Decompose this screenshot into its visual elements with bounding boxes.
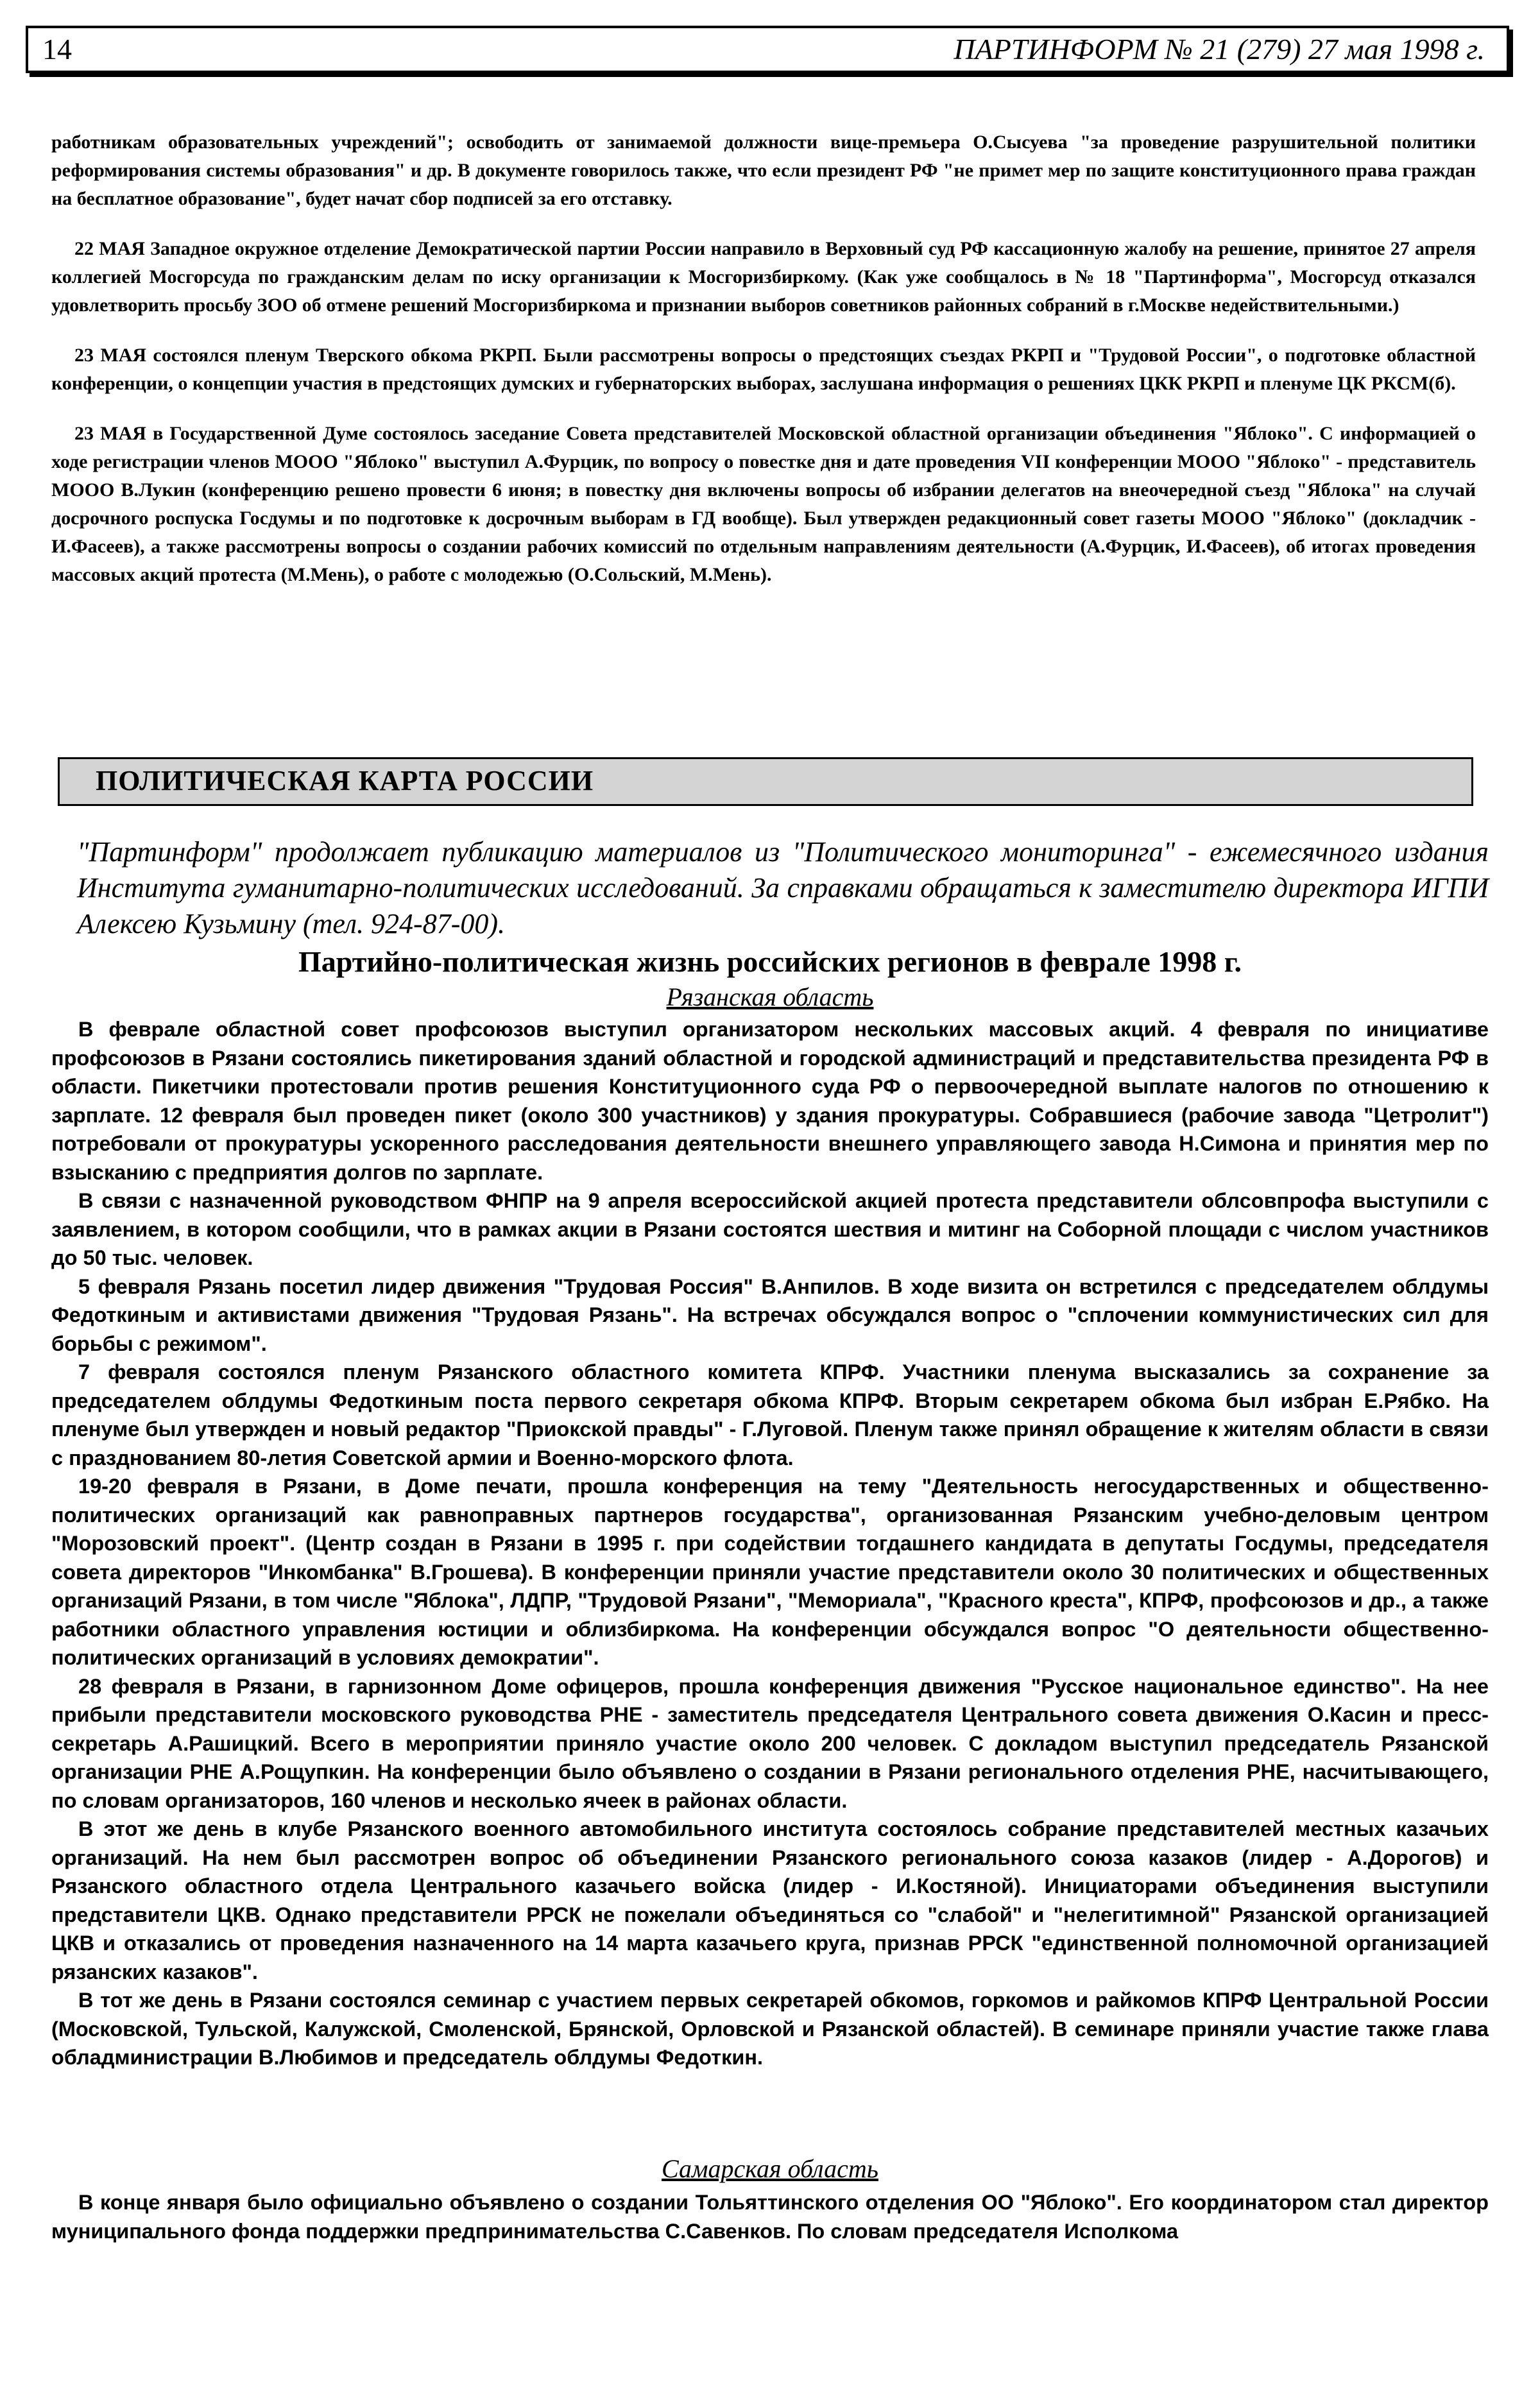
article-paragraph: 5 февраля Рязань посетил лидер движения "Трудовая Россия" В.Анпилов. В ходе визита он встретился с председателем облдумы Федоткиным и активистами движения "Трудовая Рязань". На встречах обсуждался вопрос о "сплочении коммунистических сил для борьбы с режимом". — [51, 1274, 1489, 1355]
publication-title: ПАРТИНФОРМ № 21 (279) 27 мая 1998 г. — [954, 33, 1485, 65]
intro-note: "Партинформ" продолжает публикацию материалов из "Политического мониторинга" - ежемесячного издания Института гуманитарно-политических исследований. За справками обращаться к заместителю директора ИГПИ Алексею Кузьмину (тел. 924-87-00). — [77, 836, 1489, 939]
article-paragraph: В конце января было официально объявлено о создании Тольяттинского отделения ОО "Яблоко". Его координатором стал директор муниципального фонда поддержки предпринимательства С.Савенков. По словам председателя Исполкома — [51, 2191, 1489, 2243]
page-header — [26, 26, 1509, 73]
region-body-samara — [51, 2188, 1489, 2245]
article-paragraph: 7 февраля состоялся пленум Рязанского областного комитета КПРФ. Участники пленума высказались за сохранение за председателем облдумы Федоткиным поста первого секретаря обкома КПРФ. Вторым секретарем обкома был избран Е.Рябко. На пленуме был утвержден и новый редактор "Приокской правды" - Г.Луговой. Пленум также принял обращение к жителям области в связи с празднованием 80-летия Советской армии и Военно-морского флота. — [51, 1360, 1489, 1469]
article-title: Партийно-политическая жизнь российских регионов в феврале 1998 г. — [298, 945, 1242, 978]
chronicle-paragraph: 23 МАЯ в Государственной Думе состоялось заседание Совета представителей Московской областной организации объединения "Яблоко". С информацией о ходе регистрации членов МООО "Яблоко" выступил А.Фурцик, по вопросу о повестке дня и дате проведения VII конференции МООО "Яблоко" - представитель МООО В.Лукин (конференцию решено провести 6 июня; в повестку дня включены вопросы об избрании делегатов на внеочередной съезд "Яблока" на случай досрочного роспуска Госдумы и по подготовке к досрочным выборам в ГД вообще). Был утвержден редакционный совет газеты МООО "Яблоко" (докладчик - И.Фасеев), а также рассмотрены вопросы о создании рабочих комиссий по отдельным направлениям деятельности (А.Фурцик, И.Фасеев), об итогах проведения массовых акций протеста (М.Мень), о работе с молодежью (О.Сольский, М.Мень). — [51, 423, 1476, 585]
article-paragraph: В тот же день в Рязани состоялся семинар с участием первых секретарей обкомов, горкомов и райкомов КПРФ Центральной России (Московской, Тульской, Калужской, Смоленской, Брянской, Орловской и Рязанской областей). В семинаре приняли участие также глава обладминистрации В.Любимов и председатель облдумы Федоткин. — [51, 1989, 1489, 2069]
article-paragraph: В связи с назначенной руководством ФНПР на 9 апреля всероссийской акцией протеста представители облсовпрофа выступили с заявлением, в котором сообщили, что в рамках акции в Рязани состоятся шествия и митинг на Соборной площади с числом участников до 50 тыс. человек. — [51, 1189, 1489, 1269]
region-body-ryazan — [51, 1015, 1489, 2072]
region-heading-samara: Самарская область — [662, 2154, 878, 2183]
section-heading-bar — [58, 757, 1473, 806]
chronicle-paragraph: работникам образовательных учреждений"; освободить от занимаемой должности вице-премьера О.Сысуева "за проведение разрушительной политики реформирования системы образования" и др. В документе говорилось также, что если президент РФ "не примет мер по защите конституционного права граждан на бесплатное образование", будет начат сбор подписей за его отставку. — [51, 132, 1476, 209]
chronicle-paragraph: 22 МАЯ Западное окружное отделение Демократической партии России направило в Верховный суд РФ кассационную жалобу на решение, принятое 27 апреля коллегией Мосгорсуда по гражданским делам по иску организации к Мосгоризбиркому. (Как уже сообщалось в № 18 "Партинформа", Мосгорсуд отказался удовлетворить просьбу ЗОО об отмене решений Мосгоризбиркома и признании выборов советников районных собраний в г.Москве недействительными.) — [51, 238, 1476, 316]
article-paragraph: 28 февраля в Рязани, в гарнизонном Доме офицеров, прошла конференция движения "Русское национальное единство". На нее прибыли представители московского руководства РНЕ - заместитель председателя Центрального совета движения О.Касин и пресс-секретарь А.Рашицкий. Всего в мероприятии приняло участие около 200 человек. С докладом выступил председатель Рязанской организации РНЕ А.Рощупкин. На конференции было объявлено о создании в Рязани регионального отделения РНЕ, насчитывающего, по словам организаторов, 160 членов и несколько ячеек в районах области. — [51, 1674, 1489, 1812]
section-heading: ПОЛИТИЧЕСКАЯ КАРТА РОССИИ — [96, 765, 594, 796]
article-paragraph: В этот же день в клубе Рязанского военного автомобильного института состоялось собрание представителей местных казачьих организаций. На нем был рассмотрен вопрос об объединении Рязанского регионального союза казаков (лидер - А.Дорогов) и Рязанского областного отдела Центрального казачьего войска (лидер - И.Костяной). Инициаторами объединения выступили представители ЦКВ. Однако представители РРСК не пожелали объединяться со "слабой" и "нелегитимной" Рязанской организацией ЦКВ и отказались от проведения назначенного на 14 марта казачьего круга, признав РРСК "единственной полномочной организацией рязанских казаков". — [51, 1817, 1489, 1984]
article-paragraph: 19-20 февраля в Рязани, в Доме печати, прошла конференция на тему "Деятельность негосударственных и общественно-политических организаций как равноправных партнеров государства", организованная Рязанским учебно-деловым центром "Морозовский проект". (Центр создан в Рязани в 1995 г. при содействии тогдашнего кандидата в депутаты Госдумы, председателя совета директоров "Инкомбанка" В.Грошева). В конференции приняли участие представители около 30 политических и общественных организаций Рязани, в том числе "Яблока", ЛДПР, "Трудовой Рязани", "Мемориала", "Красного креста", КПРФ, профсоюзов и др., а также работники областного управления юстиции и облизбиркома. На конференции обсуждался вопрос "О деятельности общественно-политических организаций в условиях демократии". — [51, 1475, 1489, 1669]
news-chronicle — [51, 128, 1476, 611]
article-paragraph: В феврале областной совет профсоюзов выступил организатором нескольких массовых акций. 4 февраля по инициативе профсоюзов в Рязани состоялись пикетирования зданий областной и городской администраций и представительства президента РФ в области. Пикетчики протестовали против решения Конституционного суда РФ о первоочередной выплате налогов по отношению к зарплате. 12 февраля был проведен пикет (около 300 участников) у здания прокуратуры. Собравшиеся (рабочие завода "Цетролит") потребовали от прокуратуры ускоренного расследования деятельности внешнего управляющего завода Н.Симона и принятия мер по взысканию с предприятия долгов по зарплате. — [51, 1018, 1489, 1184]
chronicle-paragraph: 23 МАЯ состоялся пленум Тверского обкома РКРП. Были рассмотрены вопросы о предстоящих съездах РКРП и "Трудовой России", о подготовке областной конференции, о концепции участия в предстоящих думских и губернаторских выборах, заслушана информация о решениях ЦКК РКРП и пленуме ЦК РКСМ(б). — [51, 345, 1476, 394]
region-heading-ryazan: Рязанская область — [666, 982, 874, 1011]
page-number: 14 — [42, 33, 72, 65]
